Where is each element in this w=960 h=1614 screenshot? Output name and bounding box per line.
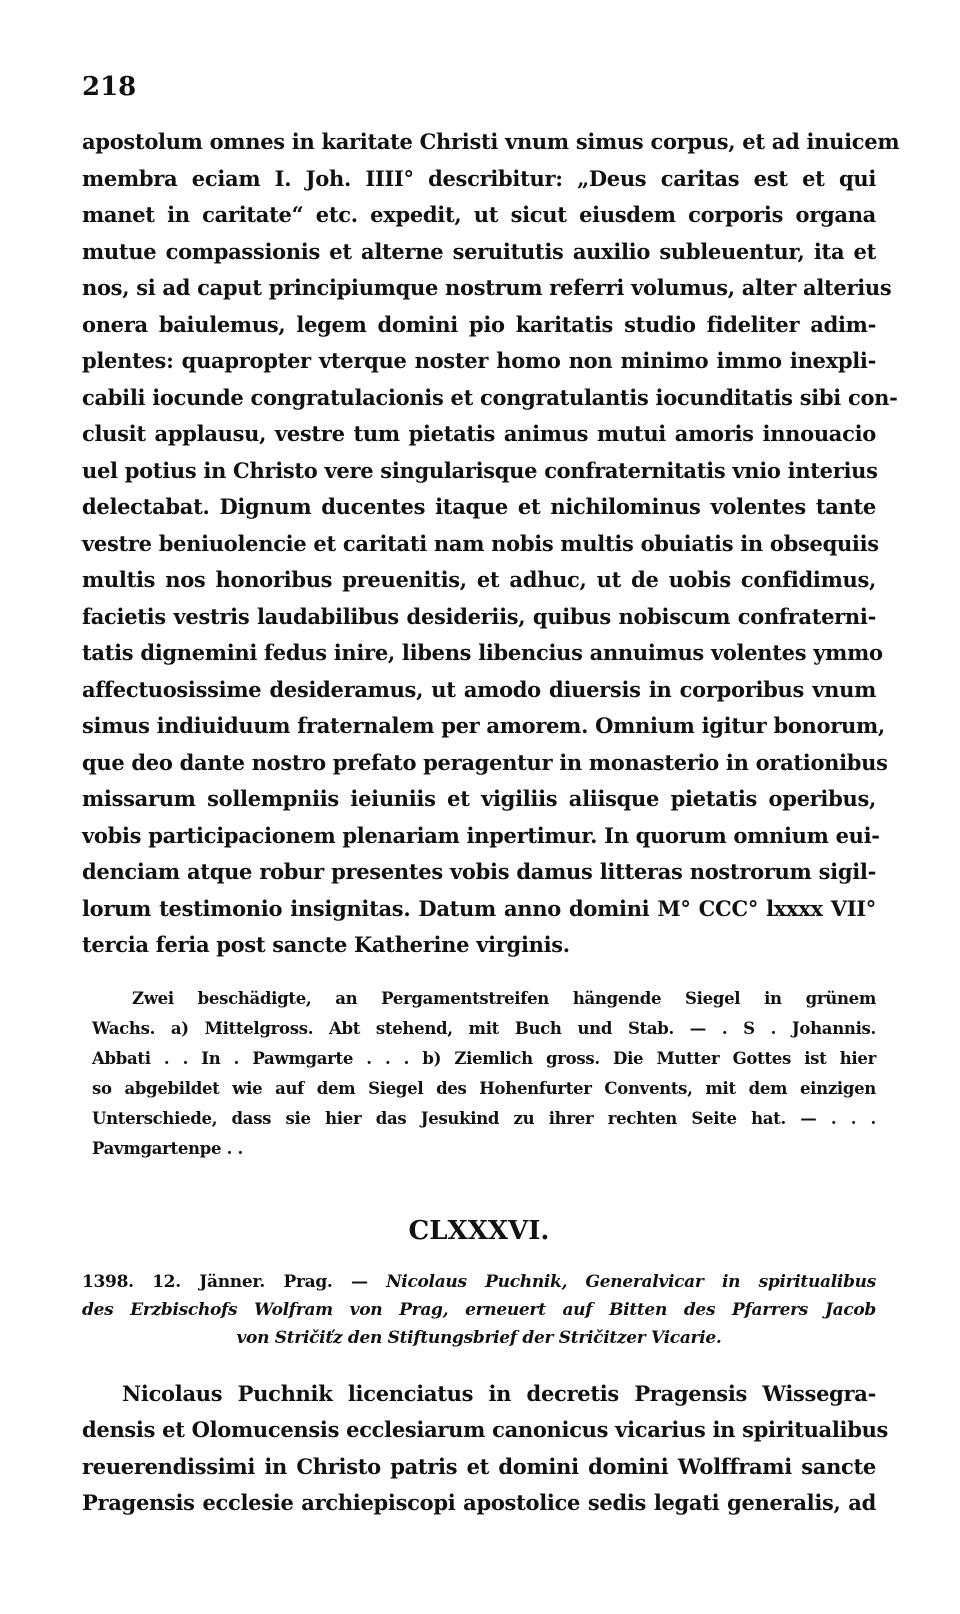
text-line: affectuosissime desideramus, ut amodo diuersis in corporibus vnum <box>82 676 876 702</box>
text-line: denciam atque robur presentes vobis damus litteras nostrorum sigil- <box>82 859 876 884</box>
note-line: Unterschiede, dass sie hier das Jesukind zu ihrer rechten Seite hat. — . . . <box>92 1108 876 1128</box>
text-line: missarum sollempniis ieiuniis et vigiliis aliisque pietatis operibus, <box>82 786 876 811</box>
note-line: so abgebildet wie auf dem Siegel des Hohenfurter Convents, mit dem einzigen <box>92 1078 876 1098</box>
regest-line: des Erzbischofs Wolfram von Prag, erneuert auf Bitten des Pfarrers Jacob <box>82 1299 876 1320</box>
text-line: Nicolaus Puchnik licenciatus in decretis Pragensis Wissegra- <box>122 1380 876 1406</box>
text-line: delectabat. Dignum ducentes itaque et nichilominus volentes tante <box>82 494 876 519</box>
regest-line-last: von Stričiťz den Stiftungsbrief der Stričitzer Vicarie. <box>236 1327 722 1348</box>
text-line: onera baiulemus, legem domini pio karitatis studio fideliter adim- <box>82 311 876 337</box>
text-line: lorum testimonio insignitas. Datum anno domini M° CCC° lxxxx VII° <box>82 895 876 921</box>
document-regest <box>82 1268 876 1352</box>
regest-line <box>82 1268 876 1296</box>
text-line: plentes: quapropter vterque noster homo non minimo immo inexpli- <box>82 348 876 373</box>
text-line: simus indiuiduum fraternalem per amorem. Omnium igitur bonorum, <box>82 713 885 738</box>
document-text-block <box>82 1376 889 1522</box>
text-line: nos, si ad caput principiumque nostrum referri volumus, alter alterius <box>82 275 892 300</box>
main-text-block <box>82 124 900 964</box>
text-line: apostolum omnes in karitate Christi vnum simus corpus, et ad inuicem <box>82 129 900 154</box>
note-line: Wachs. a) Mittelgross. Abt stehend, mit Buch und Stab. — . S . Johannis. <box>92 1018 876 1038</box>
seal-description-note <box>82 984 876 1164</box>
text-line: Pragensis ecclesie archiepiscopi apostolice sedis legati generalis, ad <box>82 1490 876 1515</box>
text-line: reuerendissimi in Christo patris et domini domini Wolfframi sancte <box>82 1453 876 1479</box>
text-line: uel potius in Christo vere singularisque confraternitatis vnio interius <box>82 457 878 483</box>
text-line-last: tercia feria post sancte Katherine virginis. <box>82 932 570 957</box>
page-number: 218 <box>82 72 137 102</box>
text-line: vobis participacionem plenariam inpertimur. In quorum omnium eui- <box>82 822 880 848</box>
document-number-heading: CLXXXVI. <box>408 1215 550 1246</box>
note-line-last: Pavmgartenpe . . <box>92 1138 243 1158</box>
text-line: clusit applausu, vestre tum pietatis animus mutui amoris innouacio <box>82 421 876 446</box>
regest-summary: Nicolaus Puchnik, Generalvicar in spiritualibus <box>386 1271 876 1292</box>
text-line: vestre beniuolencie et caritati nam nobis multis obuiatis in obsequiis <box>82 530 879 556</box>
text-line: tatis dignemini fedus inire, libens libencius annuimus volentes ymmo <box>82 640 883 665</box>
text-line: multis nos honoribus preuenitis, et adhuc, ut de uobis confidimus, <box>82 567 876 592</box>
text-line: mutue compassionis et alterne seruitutis auxilio subleuentur, ita et <box>82 238 876 264</box>
text-line: facietis vestris laudabilibus desideriis, quibus nobiscum confraterni- <box>82 603 876 629</box>
text-line: densis et Olomucensis ecclesiarum canonicus vicarius in spiritualibus <box>82 1417 889 1442</box>
note-line: Zwei beschädigte, an Pergamentstreifen hängende Siegel in grünem <box>132 988 876 1008</box>
note-line: Abbati . . In . Pawmgarte . . . b) Ziemlich gross. Die Mutter Gottes ist hier <box>92 1048 876 1068</box>
text-line: cabili iocunde congratulacionis et congratulantis iocunditatis sibi con- <box>82 384 898 410</box>
regest-date: 1398. 12. Jänner. Prag. — <box>82 1271 368 1292</box>
text-line: membra eciam I. Joh. IIII° describitur: „Deus caritas est et qui <box>82 165 876 191</box>
text-line: manet in caritate“ etc. expedit, ut sicut eiusdem corporis organa <box>82 202 876 227</box>
text-line: que deo dante nostro prefato peragentur in monasterio in orationibus <box>82 749 888 775</box>
